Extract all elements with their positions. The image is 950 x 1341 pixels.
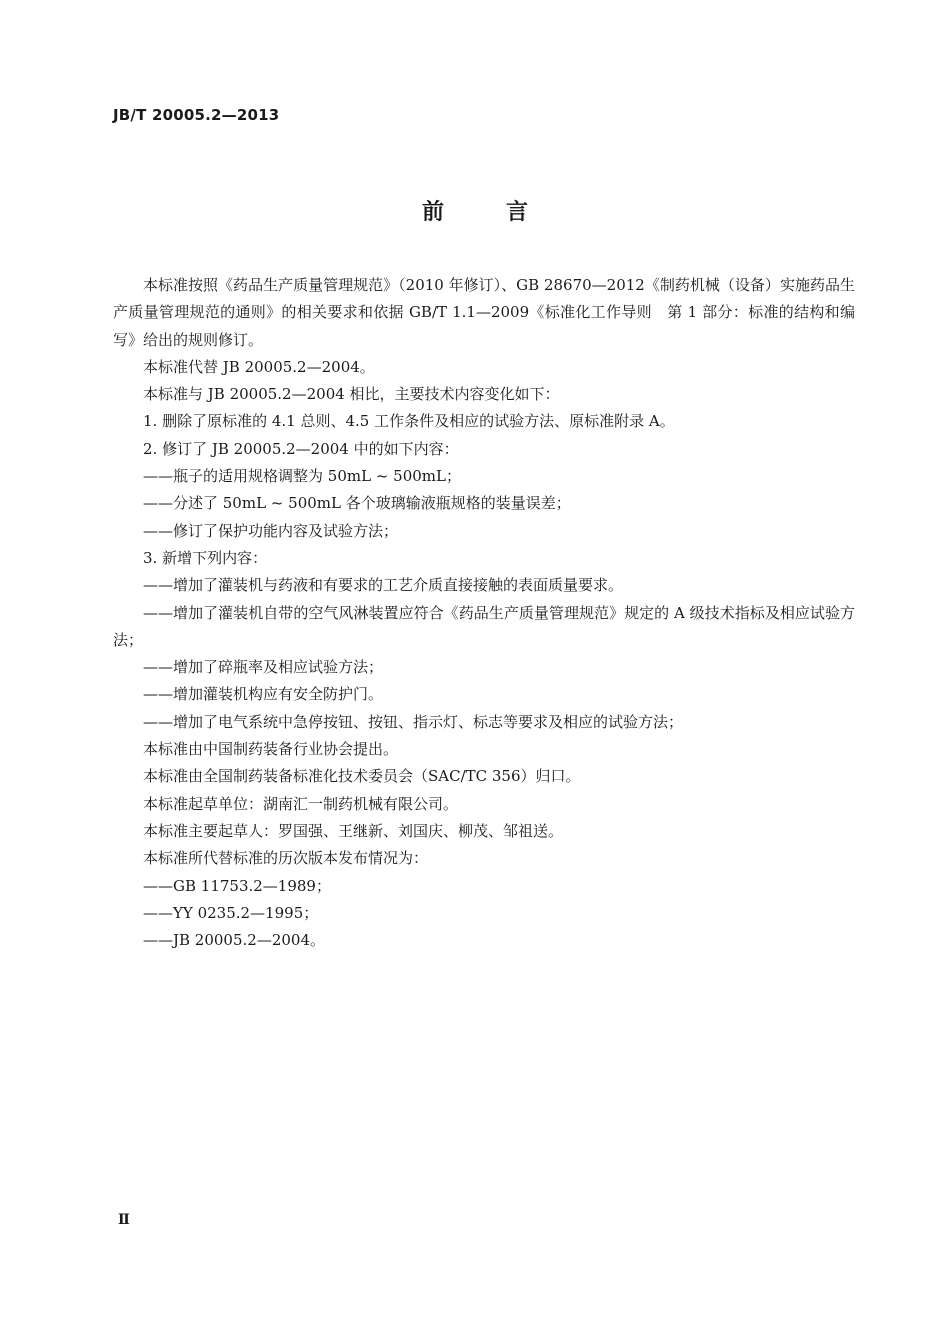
paragraph: 本标准代替 JB 20005.2—2004。 (143, 357, 375, 376)
list-item: ——分述了 50mL ~ 500mL 各个玻璃输液瓶规格的装量误差； (143, 494, 571, 513)
paragraph: 本标准起草单位：湖南汇一制药机械有限公司。 (143, 794, 459, 813)
paragraph: 1. 删除了原标准的 4.1 总则、4.5 工作条件及相应的试验方法、原标准附录 A。 (143, 412, 675, 431)
list-item: ——增加了碎瓶率及相应试验方法； (143, 658, 384, 677)
paragraph: 本标准主要起草人：罗国强、王继新、刘国庆、柳茂、邹祖送。 (143, 821, 564, 840)
page-number: Ⅱ (118, 1212, 130, 1228)
paragraph: 2. 修订了 JB 20005.2—2004 中的如下内容： (143, 439, 459, 458)
paragraph: 本标准由全国制药装备标准化技术委员会（SAC/TC 356）归口。 (143, 767, 581, 786)
paragraph: 本标准与 JB 20005.2—2004 相比，主要技术内容变化如下： (143, 385, 560, 404)
paragraph: 本标准由中国制药装备行业协会提出。 (143, 740, 399, 759)
document-number: JB/T 20005.2—2013 (113, 106, 280, 124)
list-item: ——增加了电气系统中急停按钮、按钮、指示灯、标志等要求及相应的试验方法； (143, 712, 684, 731)
list-item: ——增加灌装机构应有安全防护门。 (143, 685, 384, 704)
paragraph: 3. 新增下列内容： (143, 548, 268, 567)
list-item: ——增加了灌装机与药液和有要求的工艺介质直接接触的表面质量要求。 (143, 576, 624, 595)
list-item: ——增加了灌装机自带的空气风淋装置应符合《药品生产质量管理规范》规定的 A 级技术指标及相应试验方法； (113, 603, 855, 649)
list-item: ——YY 0235.2—1995； (143, 903, 319, 922)
list-item: ——瓶子的适用规格调整为 50mL ~ 500mL； (143, 467, 461, 486)
list-item: ——修订了保护功能内容及试验方法； (143, 521, 399, 540)
list-item: ——JB 20005.2—2004。 (143, 931, 326, 950)
paragraph: 本标准所代替标准的历次版本发布情况为： (143, 849, 429, 868)
page-title: 前言 (421, 200, 590, 225)
list-item: ——GB 11753.2—1989； (143, 876, 331, 895)
paragraph: 本标准按照《药品生产质量管理规范》（2010 年修订）、GB 28670—2012《制药机械（设备）实施药品生产质量管理规范的通则》的相关要求和依据 GB/T 1.1—2009《标准化工作导则 第 1 部分：标准的结构和编写》给出的规则修订。 (113, 276, 855, 349)
foreword-body (113, 272, 855, 954)
